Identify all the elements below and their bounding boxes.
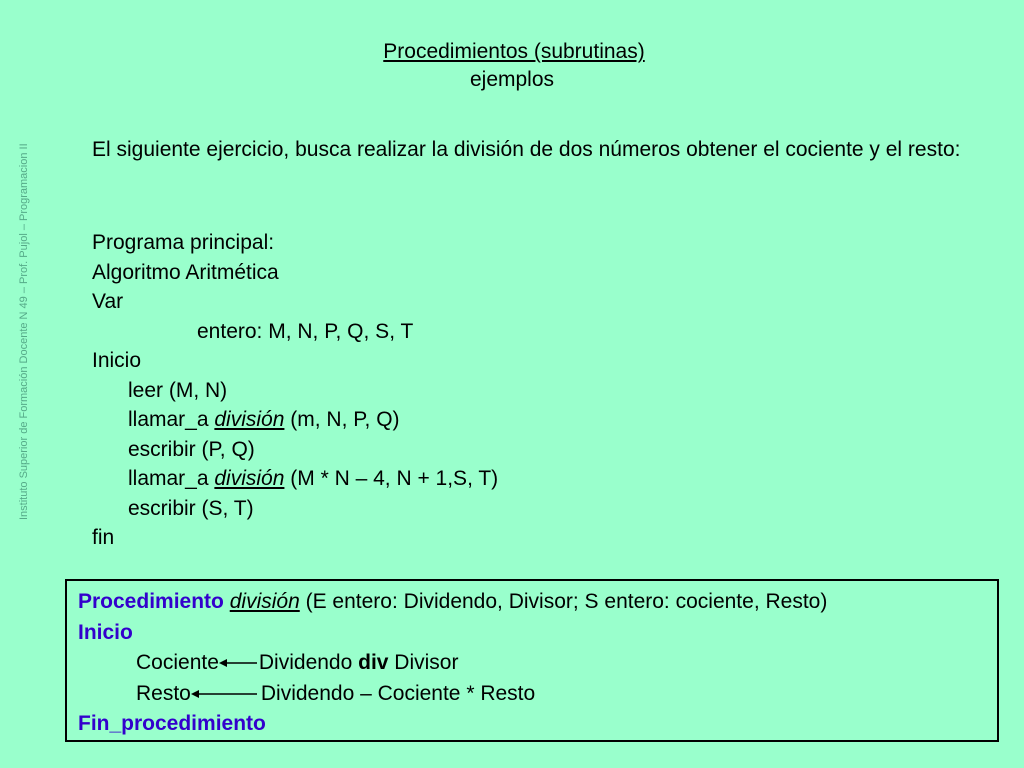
title-line-1: Procedimientos (subrutinas) — [383, 40, 645, 63]
procedure-header — [78, 587, 997, 618]
code-line: escribir (S, T) — [128, 496, 254, 520]
assignment-line — [78, 648, 997, 679]
keyword-fin-procedimiento: Fin_procedimiento — [78, 712, 266, 735]
keyword-inicio: Inicio — [78, 620, 133, 644]
intro-paragraph: El siguiente ejercicio, busca realizar la división de dos números obtener el cociente y el resto: — [92, 138, 961, 161]
assign-target: Cociente — [136, 651, 219, 674]
code-line: Programa principal: — [92, 231, 275, 254]
main-program-code — [92, 228, 498, 553]
code-line: leer (M, N) — [128, 378, 228, 402]
left-arrow-icon — [191, 688, 261, 700]
code-text: llamar_a — [128, 467, 215, 490]
slide-title — [0, 38, 1024, 94]
assign-target: Resto — [136, 681, 191, 705]
code-text: (M * N – 4, N + 1,S, T) — [284, 467, 499, 490]
vertical-footer-text: Instituto Superior de Formación Docente N 49 – Prof. Pujol – Programacion II — [18, 143, 30, 520]
code-line: escribir (P, Q) — [128, 437, 255, 461]
code-line: fin — [92, 526, 115, 549]
title-line-2: ejemplos — [469, 68, 555, 91]
code-line: Inicio — [92, 349, 142, 372]
code-line: Algoritmo Aritmética — [92, 260, 279, 284]
assign-expr-text: Divisor — [388, 651, 459, 674]
keyword-procedimiento: Procedimiento — [78, 590, 224, 613]
assign-expr-text: Dividendo – Cociente * Resto — [260, 681, 536, 705]
code-line — [92, 405, 498, 435]
procedure-params: (E entero: Dividendo, Divisor; S entero: cociente, Resto) — [299, 590, 828, 613]
code-line: Var — [92, 290, 124, 313]
code-text: (m, N, P, Q) — [284, 408, 400, 431]
assignment-line — [78, 679, 997, 710]
procedure-call-name: división — [214, 467, 285, 490]
assign-expr-text: Dividendo — [258, 651, 359, 674]
code-line — [92, 464, 498, 494]
procedure-box — [65, 579, 999, 742]
div-operator: div — [358, 651, 389, 674]
procedure-call-name: división — [214, 408, 285, 431]
procedure-name: división — [229, 590, 300, 613]
code-line: entero: M, N, P, Q, S, T — [197, 319, 414, 343]
left-arrow-icon — [219, 657, 259, 669]
code-text: llamar_a — [128, 408, 215, 431]
